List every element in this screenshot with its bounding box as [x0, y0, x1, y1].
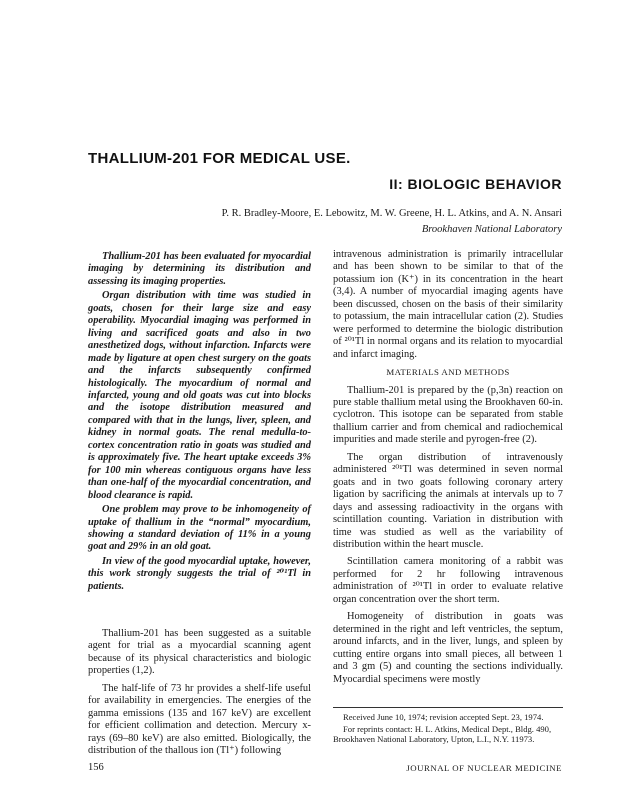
abstract-paragraph: Thallium-201 has been evaluated for myocardial imaging by determining its distribution and assessing its imaging properties. — [88, 251, 311, 287]
body-paragraph: The half-life of 73 hr provides a shelf-life useful for availability in emergencies. The energies of the gamma emissions (135 and 167 keV) are excellent for efficient collimation and detection. Mercury x-rays (69–80 keV) are also emitted. Biologically, the distribution of the thallous ion (Tl⁺) following — [88, 682, 311, 757]
right-column-body — [333, 249, 563, 691]
footnote-reprints: For reprints contact: H. L. Atkins, Medical Dept., Bldg. 490, Brookhaven National Laboratory, Upton, L.I., N.Y. 11973. — [333, 724, 552, 745]
journal-name: JOURNAL OF NUCLEAR MEDICINE — [406, 763, 562, 773]
article-title: THALLIUM-201 FOR MEDICAL USE. — [88, 150, 351, 167]
footnote — [333, 707, 563, 747]
body-paragraph: Thallium-201 has been suggested as a suitable agent for trial as a myocardial scanning agent because of its physical characteristics and biologic properties (1,2). — [88, 628, 311, 677]
abstract-paragraph: Organ distribution with time was studied in goats, chosen for their large size and easy operability. Myocardial imaging was performed in living and sacrificed goats and also in two anesthetized dogs, without infarction. Infarcts were made by ligature at open chest surgery on the goats and the infarcts subsequently confirmed histologically. The myocardium of normal and infarcted, young and old goats was cut into blocks and the isotope distribution measured and compared with that in the lungs, liver, spleen, and kidney in normal goats. The renal medulla-to-cortex concentration ratio in goats was studied and is approximately five. The heart uptake exceeds 3% for 100 min whereas contiguous organs have less than one-half of the myocardial concentration, and blood clearance is rapid. — [88, 290, 311, 501]
body-paragraph: The organ distribution of intravenously administered ²⁰¹Tl was determined in seven normal goats and in two goats following coronary artery ligation by sacrificing the animals at intervals up to 7 days and assessing radioactivity in the organs with scintillation counting. Variation in distribution with time was studied as well as the variability of distribution within the heart muscle. — [333, 451, 563, 550]
left-column-body — [88, 628, 311, 763]
abstract-paragraph: One problem may prove to be inhomogeneity of uptake of thallium in the “normal” myocardium, showing a standard deviation of 11% in a young goat and 29% in an old goat. — [88, 504, 311, 553]
section-heading-materials-methods: MATERIALS AND METHODS — [386, 367, 510, 378]
abstract-paragraph: In view of the good myocardial uptake, however, this work strongly suggests the trial of ²⁰¹Tl in patients. — [88, 555, 311, 592]
footnote-received: Received June 10, 1974; revision accepted Sept. 23, 1974. — [343, 712, 544, 722]
author-affiliation: Brookhaven National Laboratory — [421, 224, 562, 235]
body-paragraph: Scintillation camera monitoring of a rabbit was performed for 2 hr following intravenous administration of ²⁰¹Tl in order to evaluate relative organ concentration over the short term. — [333, 556, 563, 605]
page-number: 156 — [88, 762, 104, 773]
abstract — [88, 251, 311, 595]
author-list: P. R. Bradley-Moore, E. Lebowitz, M. W. Greene, H. L. Atkins, and A. N. Ansari — [221, 208, 562, 219]
body-paragraph: intravenous administration is primarily intracellular and has been shown to be similar to that of the potassium ion (K⁺) in its concentration in the heart (3,4). A number of myocardial imaging agents have been discussed, chosen on the basis of their similarity to potassium, the main intracellular cation (2). Studies were performed to determine the biologic distribution of ²⁰¹Tl in normal organs and its relation to myocardial and infarct imaging. — [333, 249, 563, 360]
body-paragraph: Homogeneity of distribution in goats was determined in the right and left ventricles, the septum, around infarcts, and in the liver, lungs, and spleen by cutting entire organs into small pieces, all between 1 and 3 gm (5) and counting the sections individually. Myocardial specimens were mostly — [333, 611, 563, 685]
article-subtitle: II: BIOLOGIC BEHAVIOR — [389, 176, 562, 192]
body-paragraph: Thallium-201 is prepared by the (p,3n) reaction on pure stable thallium metal using the Brookhaven 60-in. cyclotron. This isotope can be separated from stable thallium carrier and from chemical and radiochemical impurities and made sterile and pyrogen-free (2). — [333, 384, 563, 446]
